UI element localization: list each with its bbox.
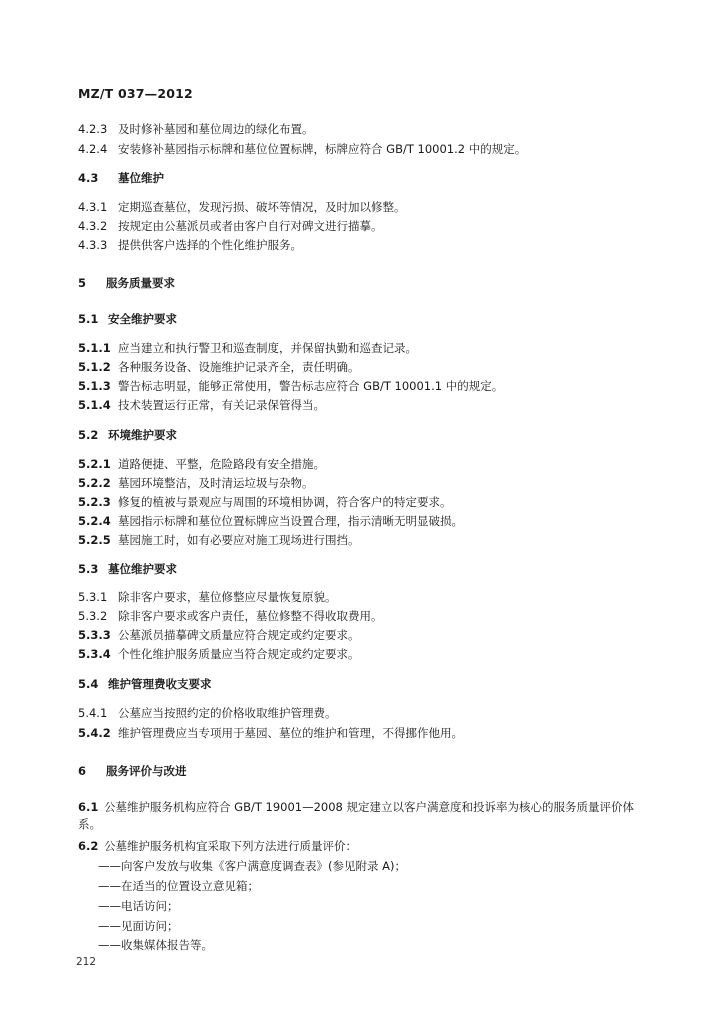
clause-5-4-1 — [78, 705, 337, 721]
section-heading-5-2 — [78, 427, 177, 443]
clause-5-2-3 — [78, 494, 452, 510]
chapter-heading-6 — [78, 763, 187, 779]
list-item: ——收集媒体报告等。 — [98, 938, 213, 952]
clause-text: 公墓应当按照约定的价格收取维护管理费。 — [118, 706, 337, 720]
clause-5-2-5 — [78, 532, 360, 548]
section-number: 5.3 — [78, 562, 99, 576]
chapter-title: 服务评价与改进 — [106, 764, 187, 778]
clause-text: 墓园环境整洁，及时清运垃圾与杂物。 — [118, 476, 314, 490]
list-item: ——电话访问； — [98, 899, 179, 913]
clause-text: 修复的植被与景观应与周围的环境相协调，符合客户的特定要求。 — [118, 495, 452, 509]
clause-number: 4.2.3 — [78, 122, 108, 136]
clause-number: 5.4.2 — [78, 726, 111, 740]
clause-number: 4.3.2 — [78, 219, 108, 233]
clause-5-1-4 — [78, 397, 325, 413]
clause-number: 5.2.5 — [78, 533, 111, 547]
section-heading-5-4 — [78, 676, 212, 692]
clause-text: 墓园施工时，如有必要应对施工现场进行围挡。 — [118, 533, 360, 547]
clause-number: 5.1.1 — [78, 341, 111, 355]
clause-4-3-3 — [78, 237, 302, 253]
list-item: ——向客户发放与收集《客户满意度调查表》(参见附录 A)； — [98, 859, 406, 873]
section-title: 墓位维护要求 — [108, 562, 177, 576]
clause-number: 6.1 — [78, 800, 99, 814]
clause-5-1-3 — [78, 378, 503, 394]
clause-text: 及时修补墓园和墓位周边的绿化布置。 — [118, 122, 314, 136]
clause-text: 按规定由公墓派员或者由客户自行对碑文进行描摹。 — [118, 219, 383, 233]
clause-number: 5.1.4 — [78, 398, 111, 412]
clause-text: 公墓维护服务机构宜采取下列方法进行质量评价： — [104, 839, 357, 853]
chapter-title: 服务质量要求 — [106, 276, 175, 290]
section-number: 5.4 — [78, 677, 99, 691]
clause-number: 5.3.3 — [78, 628, 111, 642]
section-heading-5-1 — [78, 311, 177, 327]
clause-number: 5.2.4 — [78, 514, 111, 528]
section-heading-5-3 — [78, 561, 177, 577]
clause-5-1-2 — [78, 359, 360, 375]
clause-5-4-2 — [78, 725, 463, 741]
clause-4-3-1 — [78, 199, 406, 215]
clause-text: 除非客户要求或客户责任，墓位修整不得收取费用。 — [118, 609, 383, 623]
clause-text: 安装修补墓园指示标牌和墓位位置标牌，标牌应符合 GB/T 10001.2 中的规定。 — [118, 142, 527, 156]
clause-text: 各种服务设备、设施维护记录齐全，责任明确。 — [118, 360, 360, 374]
clause-text: 公墓派员描摹碑文质量应符合规定或约定要求。 — [118, 628, 360, 642]
clause-5-2-2 — [78, 475, 314, 491]
clause-number: 5.3.1 — [78, 590, 108, 604]
section-title: 环境维护要求 — [108, 428, 177, 442]
clause-number: 5.1.3 — [78, 379, 111, 393]
clause-5-3-4 — [78, 646, 360, 662]
page-number: 212 — [76, 956, 97, 968]
clause-5-2-4 — [78, 513, 463, 529]
chapter-number: 5 — [78, 276, 87, 290]
section-title: 维护管理费收支要求 — [108, 677, 212, 691]
clause-5-2-1 — [78, 456, 325, 472]
clause-5-3-3 — [78, 627, 360, 643]
list-item: ——在适当的位置设立意见箱； — [98, 879, 259, 893]
clause-text: 个性化维护服务质量应当符合规定或约定要求。 — [118, 647, 360, 661]
clause-text: 公墓维护服务机构应符合 GB/T 19001—2008 规定建立以客户满意度和投诉率为核心的服务质量评价体系。 — [78, 800, 635, 831]
clause-4-2-3 — [78, 121, 314, 137]
section-number: 4.3 — [78, 171, 99, 185]
clause-text: 定期巡查墓位，发现污损、破坏等情况，及时加以修整。 — [118, 200, 406, 214]
clause-5-3-2 — [78, 608, 383, 624]
clause-number: 6.2 — [78, 839, 99, 853]
clause-6-1 — [78, 799, 648, 833]
clause-text: 提供供客户选择的个性化维护服务。 — [118, 238, 302, 252]
clause-text: 道路便捷、平整，危险路段有安全措施。 — [118, 457, 325, 471]
clause-text: 应当建立和执行警卫和巡查制度，并保留执勤和巡查记录。 — [118, 341, 417, 355]
section-heading-4-3 — [78, 170, 164, 186]
clause-6-2 — [78, 838, 648, 855]
chapter-number: 6 — [78, 764, 87, 778]
section-number: 5.2 — [78, 428, 99, 442]
list-item: ——见面访问； — [98, 919, 179, 933]
clause-number: 5.2.3 — [78, 495, 111, 509]
clause-text: 警告标志明显，能够正常使用，警告标志应符合 GB/T 10001.1 中的规定。 — [118, 379, 504, 393]
clause-4-3-2 — [78, 218, 383, 234]
section-title: 安全维护要求 — [108, 312, 177, 326]
clause-5-1-1 — [78, 340, 417, 356]
chapter-heading-5 — [78, 275, 175, 291]
clause-text: 除非客户要求，墓位修整应尽量恢复原貌。 — [118, 590, 337, 604]
clause-number: 5.2.2 — [78, 476, 111, 490]
clause-5-3-1 — [78, 589, 337, 605]
section-title: 墓位维护 — [118, 171, 164, 185]
section-number: 5.1 — [78, 312, 99, 326]
clause-number: 5.3.2 — [78, 609, 108, 623]
clause-number: 4.3.3 — [78, 238, 108, 252]
clause-text: 技术装置运行正常，有关记录保管得当。 — [118, 398, 325, 412]
clause-4-2-4 — [78, 141, 526, 157]
clause-number: 5.4.1 — [78, 706, 108, 720]
clause-text: 墓园指示标牌和墓位位置标牌应当设置合理，指示清晰无明显破损。 — [118, 514, 463, 528]
clause-number: 4.3.1 — [78, 200, 108, 214]
standard-code: MZ/T 037—2012 — [78, 86, 193, 101]
clause-number: 4.2.4 — [78, 142, 108, 156]
clause-number: 5.3.4 — [78, 647, 111, 661]
clause-text: 维护管理费应当专项用于墓园、墓位的维护和管理，不得挪作他用。 — [118, 726, 463, 740]
clause-number: 5.1.2 — [78, 360, 111, 374]
clause-number: 5.2.1 — [78, 457, 111, 471]
